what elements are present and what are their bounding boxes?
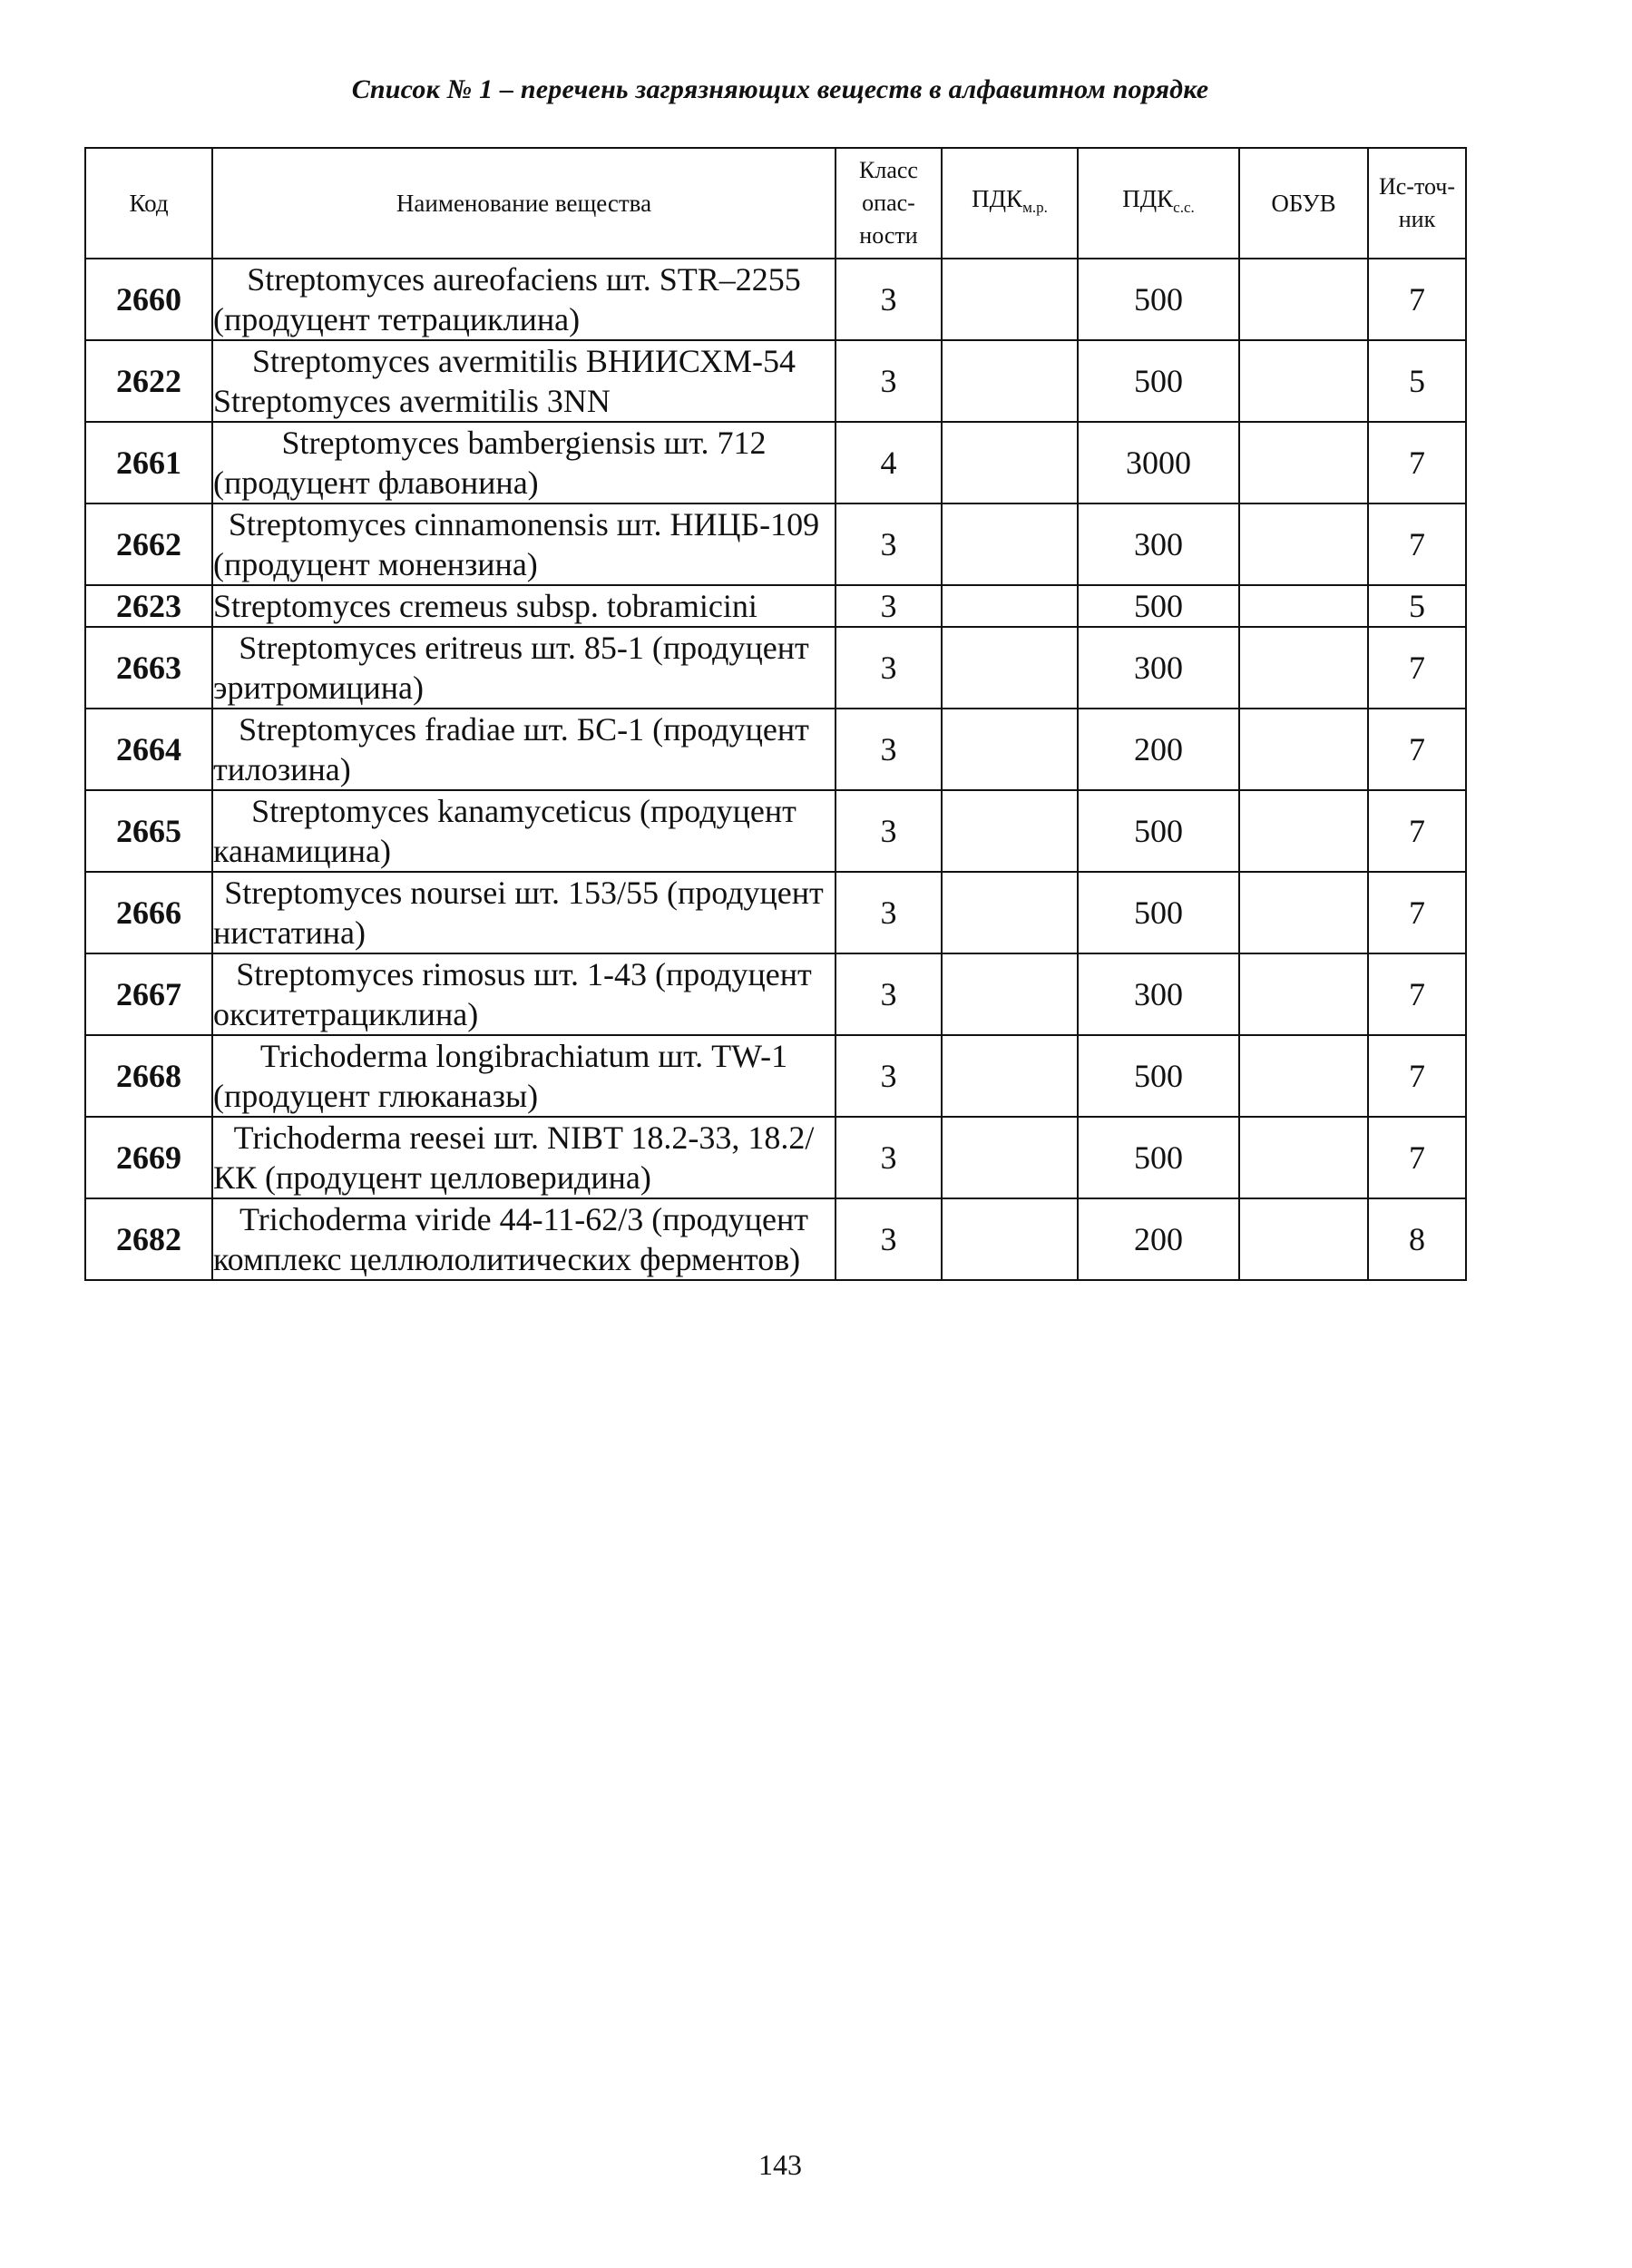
cell-code: 2682 — [85, 1198, 212, 1280]
cell-obuv — [1239, 872, 1368, 953]
cell-name: Streptomyces noursei шт. 153/55 (продуцент нистатина) — [212, 872, 836, 953]
cell-obuv — [1239, 585, 1368, 627]
cell-pdk-ss: 500 — [1078, 259, 1239, 340]
cell-hazard-class: 3 — [836, 585, 942, 627]
cell-code: 2622 — [85, 340, 212, 422]
cell-hazard-class: 3 — [836, 790, 942, 872]
cell-name: Trichoderma longibrachiatum шт. TW-1 (продуцент глюканазы) — [212, 1035, 836, 1117]
cell-pdk-mr — [942, 709, 1078, 790]
header-name: Наименование вещества — [212, 148, 836, 259]
cell-name: Streptomyces kanamyceticus (продуцент канамицина) — [212, 790, 836, 872]
cell-hazard-class: 3 — [836, 953, 942, 1035]
cell-pdk-ss: 500 — [1078, 790, 1239, 872]
cell-name: Streptomyces rimosus шт. 1-43 (продуцент окситетрациклина) — [212, 953, 836, 1035]
table-row — [85, 585, 1466, 627]
cell-source: 7 — [1368, 709, 1466, 790]
header-obuv: ОБУВ — [1239, 148, 1368, 259]
cell-code: 2665 — [85, 790, 212, 872]
page-title: Список № 1 – перечень загрязняющих веществ в алфавитном порядке — [351, 74, 1209, 104]
table-row — [85, 1035, 1466, 1117]
cell-name: Trichoderma reesei шт. NIBT 18.2-33, 18.2/КК (продуцент целловеридина) — [212, 1117, 836, 1198]
cell-hazard-class: 3 — [836, 709, 942, 790]
cell-obuv — [1239, 503, 1368, 585]
table-row — [85, 627, 1466, 709]
cell-code: 2623 — [85, 585, 212, 627]
cell-pdk-mr — [942, 585, 1078, 627]
cell-obuv — [1239, 627, 1368, 709]
table-row — [85, 422, 1466, 503]
cell-source: 7 — [1368, 422, 1466, 503]
cell-pdk-ss: 300 — [1078, 627, 1239, 709]
cell-obuv — [1239, 790, 1368, 872]
cell-source: 7 — [1368, 872, 1466, 953]
table-row — [85, 872, 1466, 953]
cell-name: Streptomyces cinnamonensis шт. НИЦБ-109 (продуцент монензина) — [212, 503, 836, 585]
cell-pdk-ss: 300 — [1078, 953, 1239, 1035]
cell-code: 2667 — [85, 953, 212, 1035]
cell-hazard-class: 4 — [836, 422, 942, 503]
cell-name: Streptomyces fradiae шт. БС-1 (продуцент тилозина) — [212, 709, 836, 790]
cell-obuv — [1239, 1035, 1368, 1117]
cell-pdk-ss: 500 — [1078, 1117, 1239, 1198]
header-hazard-class: Класс опас-ности — [836, 148, 942, 259]
table-row — [85, 1198, 1466, 1280]
table-row — [85, 790, 1466, 872]
cell-pdk-ss: 500 — [1078, 872, 1239, 953]
header-pdk-mr — [942, 148, 1078, 259]
cell-name: Streptomyces avermitilis ВНИИСХМ-54 Streptomyces avermitilis 3NN — [212, 340, 836, 422]
cell-code: 2669 — [85, 1117, 212, 1198]
cell-pdk-ss: 500 — [1078, 1035, 1239, 1117]
cell-code: 2668 — [85, 1035, 212, 1117]
cell-obuv — [1239, 340, 1368, 422]
header-pdk-ss-main: ПДК — [1122, 185, 1174, 212]
cell-hazard-class: 3 — [836, 627, 942, 709]
cell-source: 7 — [1368, 953, 1466, 1035]
header-source: Ис-точ-ник — [1368, 148, 1466, 259]
cell-obuv — [1239, 422, 1368, 503]
cell-hazard-class: 3 — [836, 1035, 942, 1117]
cell-hazard-class: 3 — [836, 872, 942, 953]
cell-pdk-mr — [942, 627, 1078, 709]
cell-pdk-ss: 300 — [1078, 503, 1239, 585]
cell-pdk-ss: 200 — [1078, 1198, 1239, 1280]
table-row — [85, 709, 1466, 790]
cell-pdk-mr — [942, 872, 1078, 953]
cell-source: 7 — [1368, 1035, 1466, 1117]
cell-code: 2662 — [85, 503, 212, 585]
cell-name: Trichoderma viride 44-11-62/3 (продуцент комплекс целлюлолитических ферментов) — [212, 1198, 836, 1280]
cell-pdk-ss: 500 — [1078, 340, 1239, 422]
cell-pdk-mr — [942, 340, 1078, 422]
cell-source: 7 — [1368, 1117, 1466, 1198]
cell-pdk-ss: 3000 — [1078, 422, 1239, 503]
cell-name: Streptomyces eritreus шт. 85-1 (продуцент эритромицина) — [212, 627, 836, 709]
cell-hazard-class: 3 — [836, 340, 942, 422]
cell-obuv — [1239, 709, 1368, 790]
header-pdk-ss — [1078, 148, 1239, 259]
cell-name: Streptomyces aureofaciens шт. STR–2255 (продуцент тетрациклина) — [212, 259, 836, 340]
cell-code: 2663 — [85, 627, 212, 709]
header-code: Код — [85, 148, 212, 259]
cell-source: 5 — [1368, 585, 1466, 627]
cell-hazard-class: 3 — [836, 1117, 942, 1198]
cell-code: 2666 — [85, 872, 212, 953]
cell-pdk-ss: 500 — [1078, 585, 1239, 627]
cell-pdk-mr — [942, 259, 1078, 340]
table-row — [85, 259, 1466, 340]
cell-source: 5 — [1368, 340, 1466, 422]
cell-pdk-mr — [942, 1035, 1078, 1117]
table-row — [85, 340, 1466, 422]
cell-source: 7 — [1368, 259, 1466, 340]
cell-hazard-class: 3 — [836, 503, 942, 585]
page-number: 143 — [758, 2148, 802, 2181]
cell-pdk-mr — [942, 953, 1078, 1035]
header-pdk-mr-sub: м.р. — [1022, 199, 1048, 216]
cell-source: 7 — [1368, 790, 1466, 872]
substances-table — [84, 147, 1467, 1281]
cell-code: 2661 — [85, 422, 212, 503]
table-header-row — [85, 148, 1466, 259]
table-row — [85, 503, 1466, 585]
cell-pdk-mr — [942, 790, 1078, 872]
cell-hazard-class: 3 — [836, 259, 942, 340]
header-pdk-mr-main: ПДК — [972, 185, 1023, 212]
cell-source: 7 — [1368, 503, 1466, 585]
cell-obuv — [1239, 1198, 1368, 1280]
table-row — [85, 953, 1466, 1035]
cell-pdk-mr — [942, 1117, 1078, 1198]
cell-source: 8 — [1368, 1198, 1466, 1280]
cell-source: 7 — [1368, 627, 1466, 709]
cell-pdk-mr — [942, 1198, 1078, 1280]
cell-name: Streptomyces cremeus subsp. tobramicini — [212, 585, 836, 627]
table-row — [85, 1117, 1466, 1198]
cell-name: Streptomyces bambergiensis шт. 712 (продуцент флавонина) — [212, 422, 836, 503]
cell-code: 2660 — [85, 259, 212, 340]
header-pdk-ss-sub: с.с. — [1173, 199, 1195, 216]
cell-pdk-mr — [942, 503, 1078, 585]
cell-obuv — [1239, 259, 1368, 340]
cell-code: 2664 — [85, 709, 212, 790]
cell-obuv — [1239, 1117, 1368, 1198]
cell-pdk-ss: 200 — [1078, 709, 1239, 790]
cell-obuv — [1239, 953, 1368, 1035]
cell-hazard-class: 3 — [836, 1198, 942, 1280]
cell-pdk-mr — [942, 422, 1078, 503]
